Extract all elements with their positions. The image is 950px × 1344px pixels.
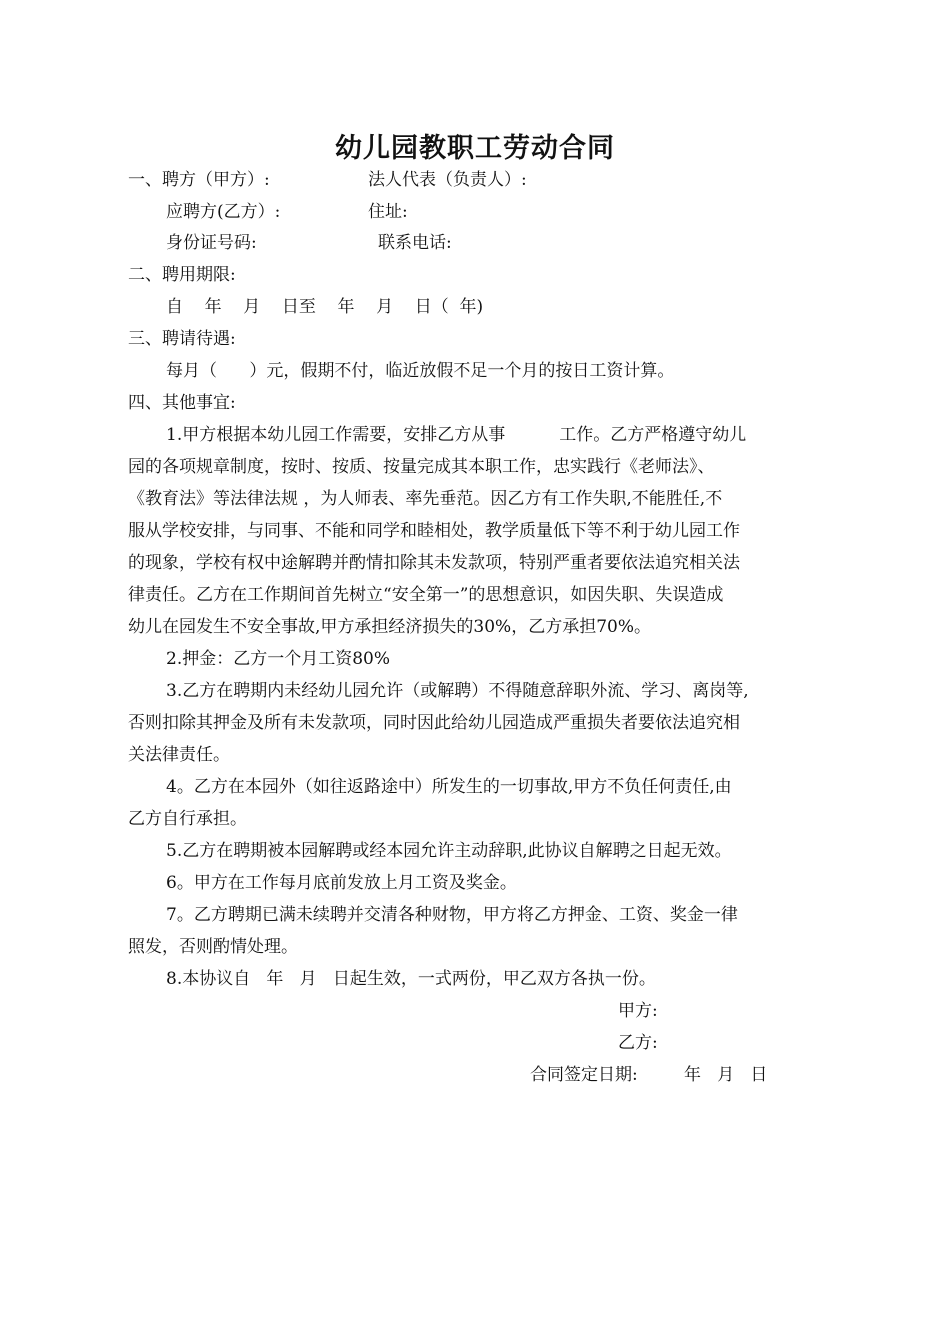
item7-line: 7。乙方聘期已满未续聘并交清各种财物，甲方将乙方押金、工资、奖金一律 [166, 905, 738, 925]
signing-date-blank: 年 月 日 [684, 1065, 768, 1085]
legal-rep-label: 法人代表（负责人）: [368, 170, 527, 190]
salary-clause: 每月（ ）元，假期不付，临近放假不足一个月的按日工资计算。 [166, 361, 675, 381]
section4-heading: 四、其他事宜: [128, 393, 236, 413]
section3-heading: 三、聘请待遇: [128, 329, 236, 349]
item6-payment: 6。甲方在工作每月底前发放上月工资及奖金。 [166, 873, 517, 893]
item7-line: 照发，否则酌情处理。 [128, 937, 298, 957]
item1-line: 幼儿在园发生不安全事故,甲方承担经济损失的30%，乙方承担70%。 [128, 617, 651, 637]
item2-deposit: 2.押金：乙方一个月工资80% [166, 649, 391, 669]
item3-line: 关法律责任。 [128, 745, 230, 765]
party-b-signature: 乙方: [618, 1033, 658, 1053]
item4-line: 乙方自行承担。 [128, 809, 247, 829]
section2-heading: 二、聘用期限: [128, 265, 236, 285]
item1-line: 的现象，学校有权中途解聘并酌情扣除其未发款项，特别严重者要依法追究相关法 [128, 553, 740, 573]
phone-label: 联系电话: [378, 233, 452, 253]
item1-line: 律责任。乙方在工作期间首先树立“安全第一”的思想意识，如因失职、失误造成 [128, 585, 724, 605]
item8-effective: 8.本协议自 年 月 日起生效，一式两份，甲乙双方各执一份。 [166, 969, 656, 989]
item3-line: 否则扣除其押金及所有未发款项，同时因此给幼儿园造成严重损失者要依法追究相 [128, 713, 740, 733]
applicant-label: 应聘方(乙方）: [166, 202, 281, 222]
party-a-signature: 甲方: [618, 1001, 658, 1021]
employment-period: 自 年 月 日至 年 月 日（ 年) [166, 297, 484, 317]
item1-line: 1.甲方根据本幼儿园工作需要，安排乙方从事 工作。乙方严格遵守幼儿 [166, 425, 747, 445]
section1-heading: 一、聘方（甲方）: [128, 170, 270, 190]
item5-termination: 5.乙方在聘期被本园解聘或经本园允许主动辞职,此协议自解聘之日起无效。 [166, 841, 732, 861]
item1-line: 《教育法》等法律法规 ，为人师表、率先垂范。因乙方有工作失职,不能胜任,不 [128, 489, 723, 509]
item1-line: 服从学校安排，与同事、不能和同学和睦相处，教学质量低下等不利于幼儿园工作 [128, 521, 740, 541]
address-label: 住址: [368, 202, 408, 222]
signing-date-label: 合同签定日期: [530, 1065, 638, 1085]
item1-line: 园的各项规章制度，按时、按质、按量完成其本职工作，忠实践行《老师法》、 [128, 457, 715, 477]
document-title: 幼儿园教职工劳动合同 [335, 133, 615, 164]
item3-line: 3.乙方在聘期内未经幼儿园允许（或解聘）不得随意辞职外流、学习、离岗等, [166, 681, 749, 701]
item4-line: 4。乙方在本园外（如往返路途中）所发生的一切事故,甲方不负任何责任,由 [166, 777, 732, 797]
id-number-label: 身份证号码: [166, 233, 257, 253]
